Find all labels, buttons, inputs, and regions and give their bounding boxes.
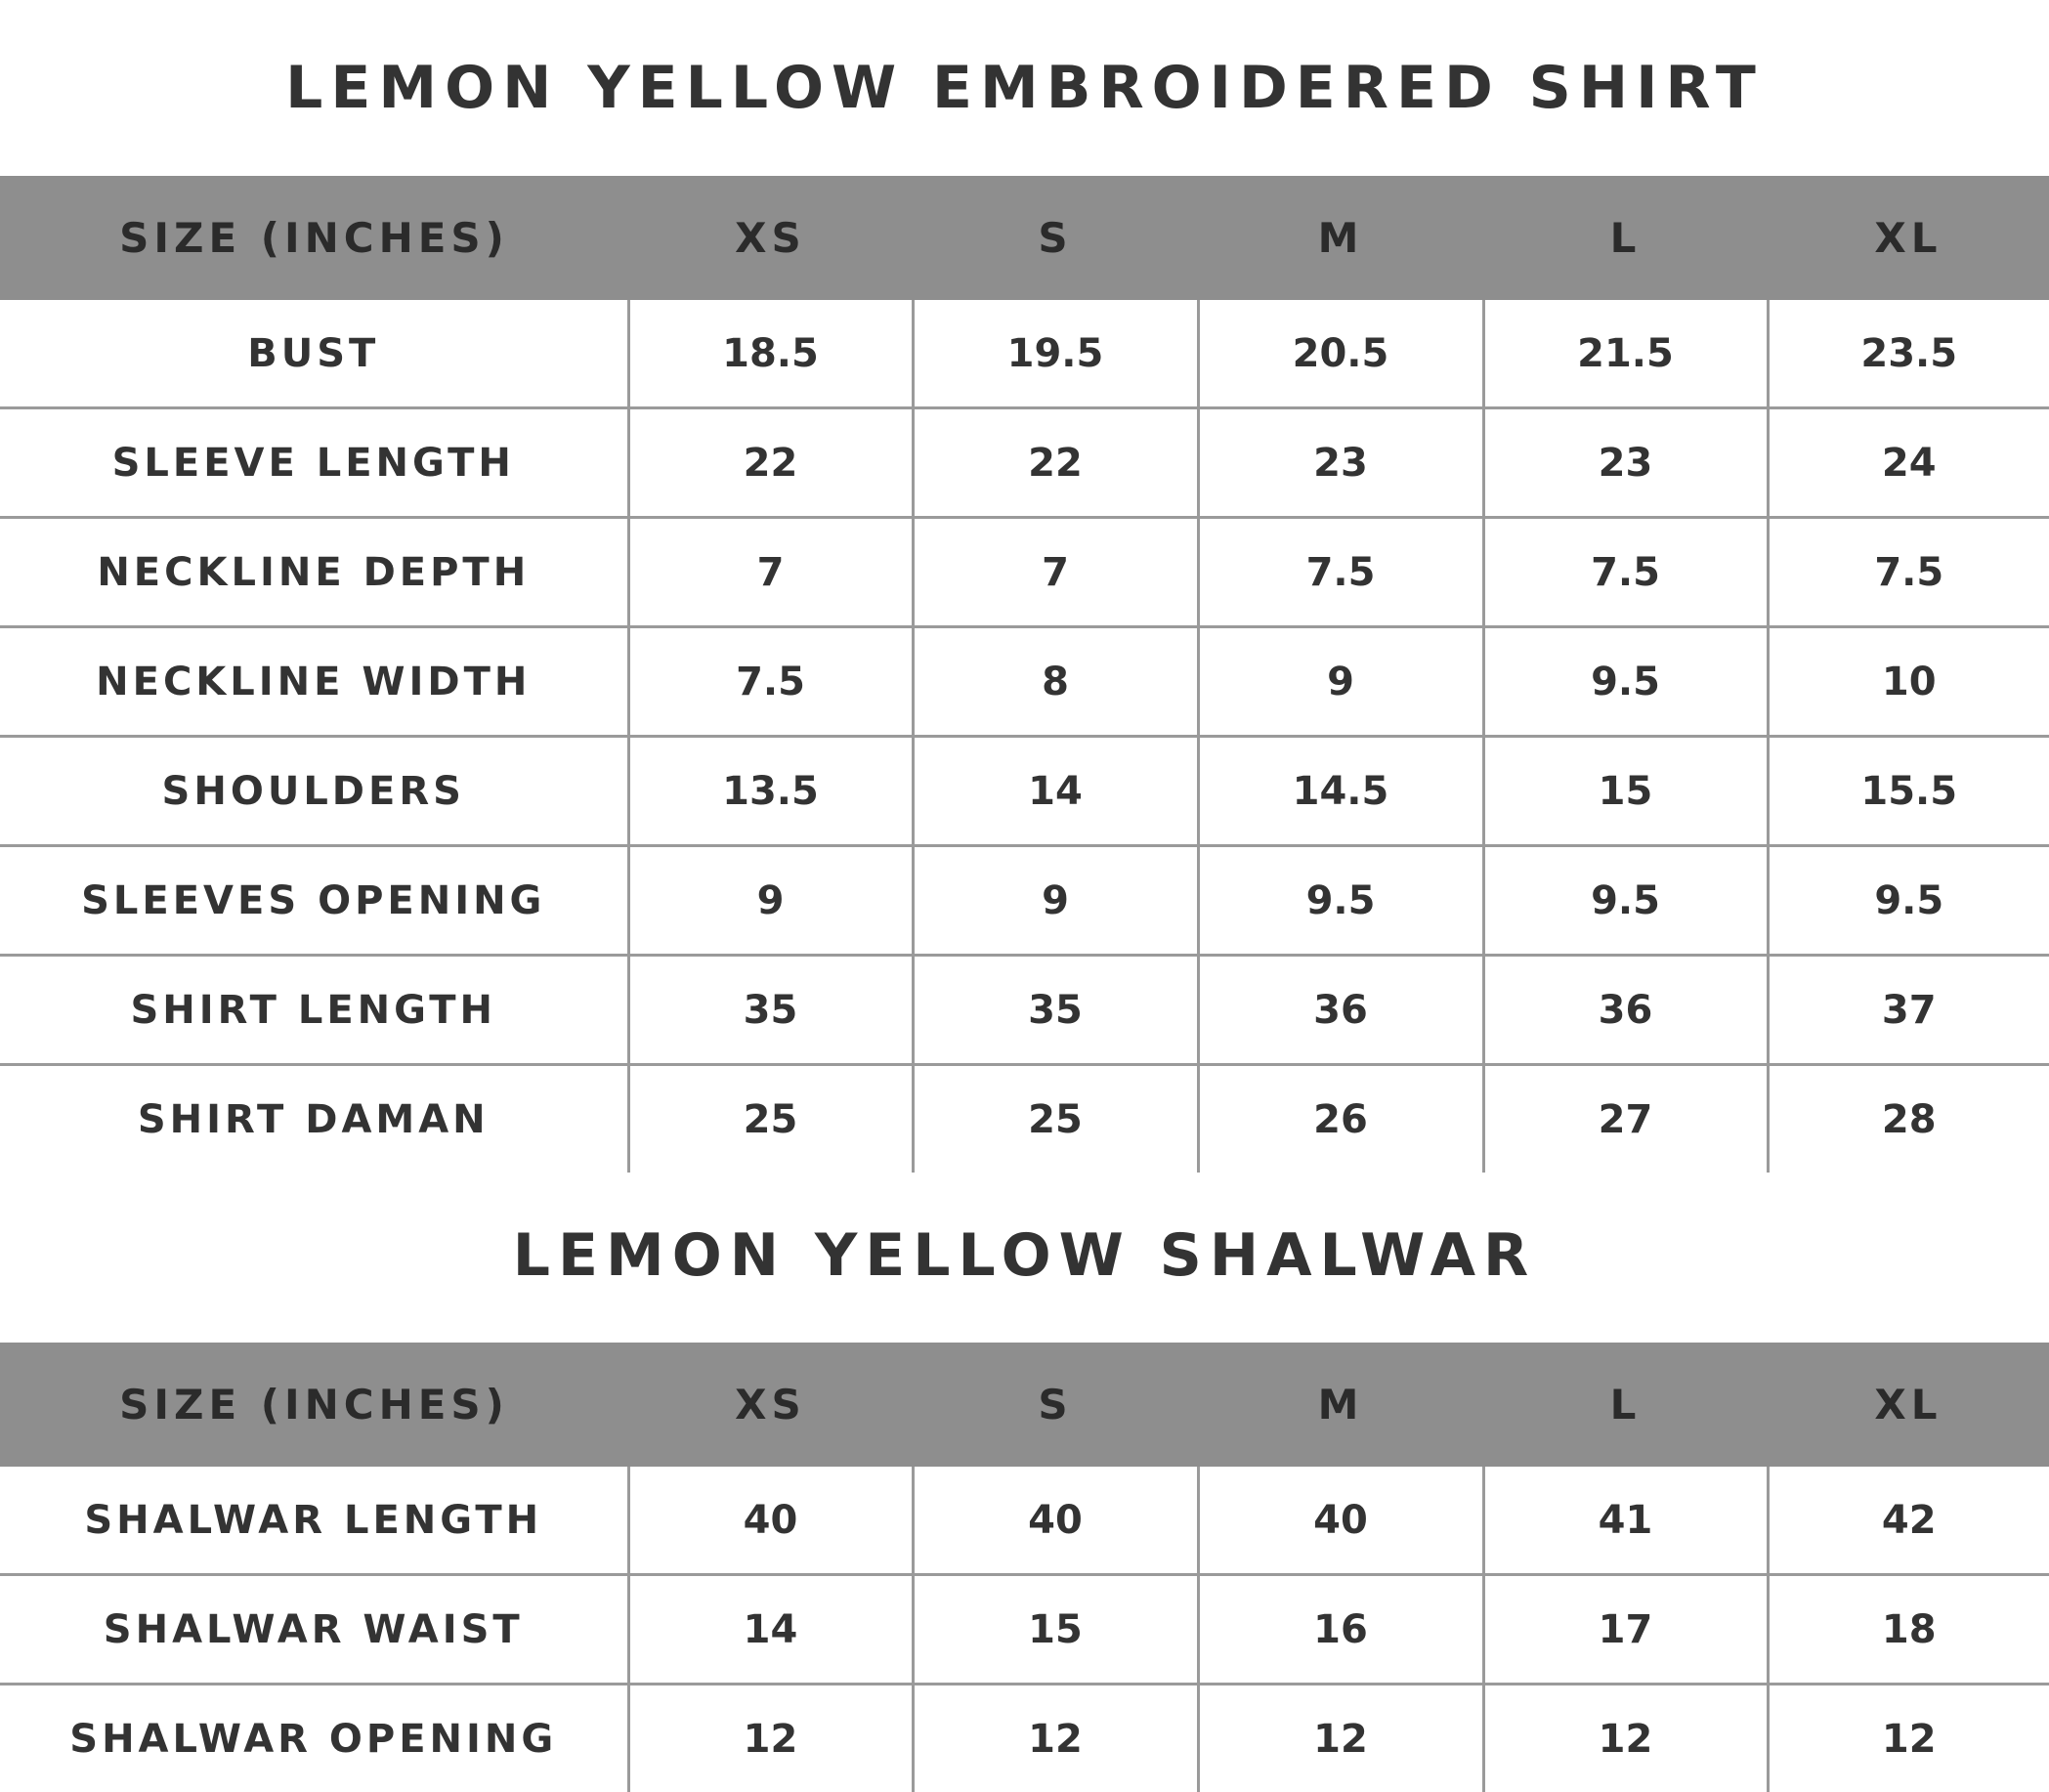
size-header-label: SIZE (INCHES)	[0, 1343, 628, 1467]
table-cell: 42	[1768, 1467, 2049, 1575]
table-cell: 13.5	[628, 737, 913, 846]
table-cell: 14	[913, 737, 1198, 846]
size-header-l: L	[1483, 1343, 1768, 1467]
table-cell: 40	[628, 1467, 913, 1575]
table-cell: 9.5	[1198, 846, 1483, 956]
table-row	[0, 1065, 2049, 1173]
table-cell: 8	[913, 627, 1198, 737]
size-header-xl: XL	[1768, 176, 2049, 300]
table-cell: 12	[1768, 1685, 2049, 1792]
table-cell: 24	[1768, 408, 2049, 518]
shalwar-size-table	[0, 1343, 2049, 1792]
table-cell: 40	[913, 1467, 1198, 1575]
table-cell: 36	[1483, 956, 1768, 1065]
table-cell: 15	[913, 1575, 1198, 1685]
table-cell: 15	[1483, 737, 1768, 846]
table-cell: 22	[628, 408, 913, 518]
table-cell: 14.5	[1198, 737, 1483, 846]
table-cell: 35	[628, 956, 913, 1065]
table-row	[0, 627, 2049, 737]
table-cell: 37	[1768, 956, 2049, 1065]
table-cell: 9	[1198, 627, 1483, 737]
table-cell: 7.5	[628, 627, 913, 737]
size-header-label: SIZE (INCHES)	[0, 176, 628, 300]
table-row	[0, 1575, 2049, 1685]
table-cell: 18	[1768, 1575, 2049, 1685]
table-cell: 7	[913, 518, 1198, 627]
table-cell: 16	[1198, 1575, 1483, 1685]
shirt-size-chart-title: LEMON YELLOW EMBROIDERED SHIRT	[0, 49, 2049, 127]
table-cell: 12	[913, 1685, 1198, 1792]
table-cell: 7.5	[1198, 518, 1483, 627]
table-cell: 17	[1483, 1575, 1768, 1685]
row-label: SLEEVE LENGTH	[0, 408, 628, 518]
size-header-m: M	[1198, 1343, 1483, 1467]
table-cell: 26	[1198, 1065, 1483, 1173]
table-row	[0, 1467, 2049, 1575]
size-header-m: M	[1198, 176, 1483, 300]
row-label: SHALWAR OPENING	[0, 1685, 628, 1792]
table-cell: 40	[1198, 1467, 1483, 1575]
table-cell: 9.5	[1483, 627, 1768, 737]
table-cell: 20.5	[1198, 300, 1483, 408]
table-cell: 15.5	[1768, 737, 2049, 846]
table-cell: 35	[913, 956, 1198, 1065]
table-cell: 21.5	[1483, 300, 1768, 408]
table-cell: 9.5	[1768, 846, 2049, 956]
table-header-row	[0, 1343, 2049, 1467]
table-cell: 28	[1768, 1065, 2049, 1173]
table-header-row	[0, 176, 2049, 300]
table-cell: 25	[628, 1065, 913, 1173]
table-cell: 23.5	[1768, 300, 2049, 408]
table-cell: 7	[628, 518, 913, 627]
table-cell: 27	[1483, 1065, 1768, 1173]
size-header-s: S	[913, 1343, 1198, 1467]
table-row	[0, 408, 2049, 518]
table-cell: 14	[628, 1575, 913, 1685]
table-cell: 9	[628, 846, 913, 956]
table-row	[0, 300, 2049, 408]
row-label: SHOULDERS	[0, 737, 628, 846]
table-cell: 23	[1483, 408, 1768, 518]
table-cell: 36	[1198, 956, 1483, 1065]
table-cell: 10	[1768, 627, 2049, 737]
table-cell: 25	[913, 1065, 1198, 1173]
shirt-size-table	[0, 176, 2049, 1173]
table-cell: 12	[1483, 1685, 1768, 1792]
table-cell: 7.5	[1483, 518, 1768, 627]
size-header-l: L	[1483, 176, 1768, 300]
table-cell: 9.5	[1483, 846, 1768, 956]
table-cell: 18.5	[628, 300, 913, 408]
size-header-s: S	[913, 176, 1198, 300]
size-header-xs: XS	[628, 1343, 913, 1467]
table-cell: 7.5	[1768, 518, 2049, 627]
table-cell: 19.5	[913, 300, 1198, 408]
size-header-xl: XL	[1768, 1343, 2049, 1467]
table-row	[0, 737, 2049, 846]
row-label: SHIRT LENGTH	[0, 956, 628, 1065]
shalwar-size-chart-title: LEMON YELLOW SHALWAR	[0, 1216, 2049, 1295]
row-label: BUST	[0, 300, 628, 408]
table-cell: 12	[628, 1685, 913, 1792]
table-cell: 22	[913, 408, 1198, 518]
table-row	[0, 518, 2049, 627]
row-label: SHALWAR WAIST	[0, 1575, 628, 1685]
row-label: SLEEVES OPENING	[0, 846, 628, 956]
row-label: NECKLINE DEPTH	[0, 518, 628, 627]
table-cell: 12	[1198, 1685, 1483, 1792]
row-label: SHIRT DAMAN	[0, 1065, 628, 1173]
row-label: SHALWAR LENGTH	[0, 1467, 628, 1575]
table-row	[0, 846, 2049, 956]
table-row	[0, 1685, 2049, 1792]
size-header-xs: XS	[628, 176, 913, 300]
table-cell: 9	[913, 846, 1198, 956]
table-cell: 41	[1483, 1467, 1768, 1575]
row-label: NECKLINE WIDTH	[0, 627, 628, 737]
table-cell: 23	[1198, 408, 1483, 518]
table-row	[0, 956, 2049, 1065]
